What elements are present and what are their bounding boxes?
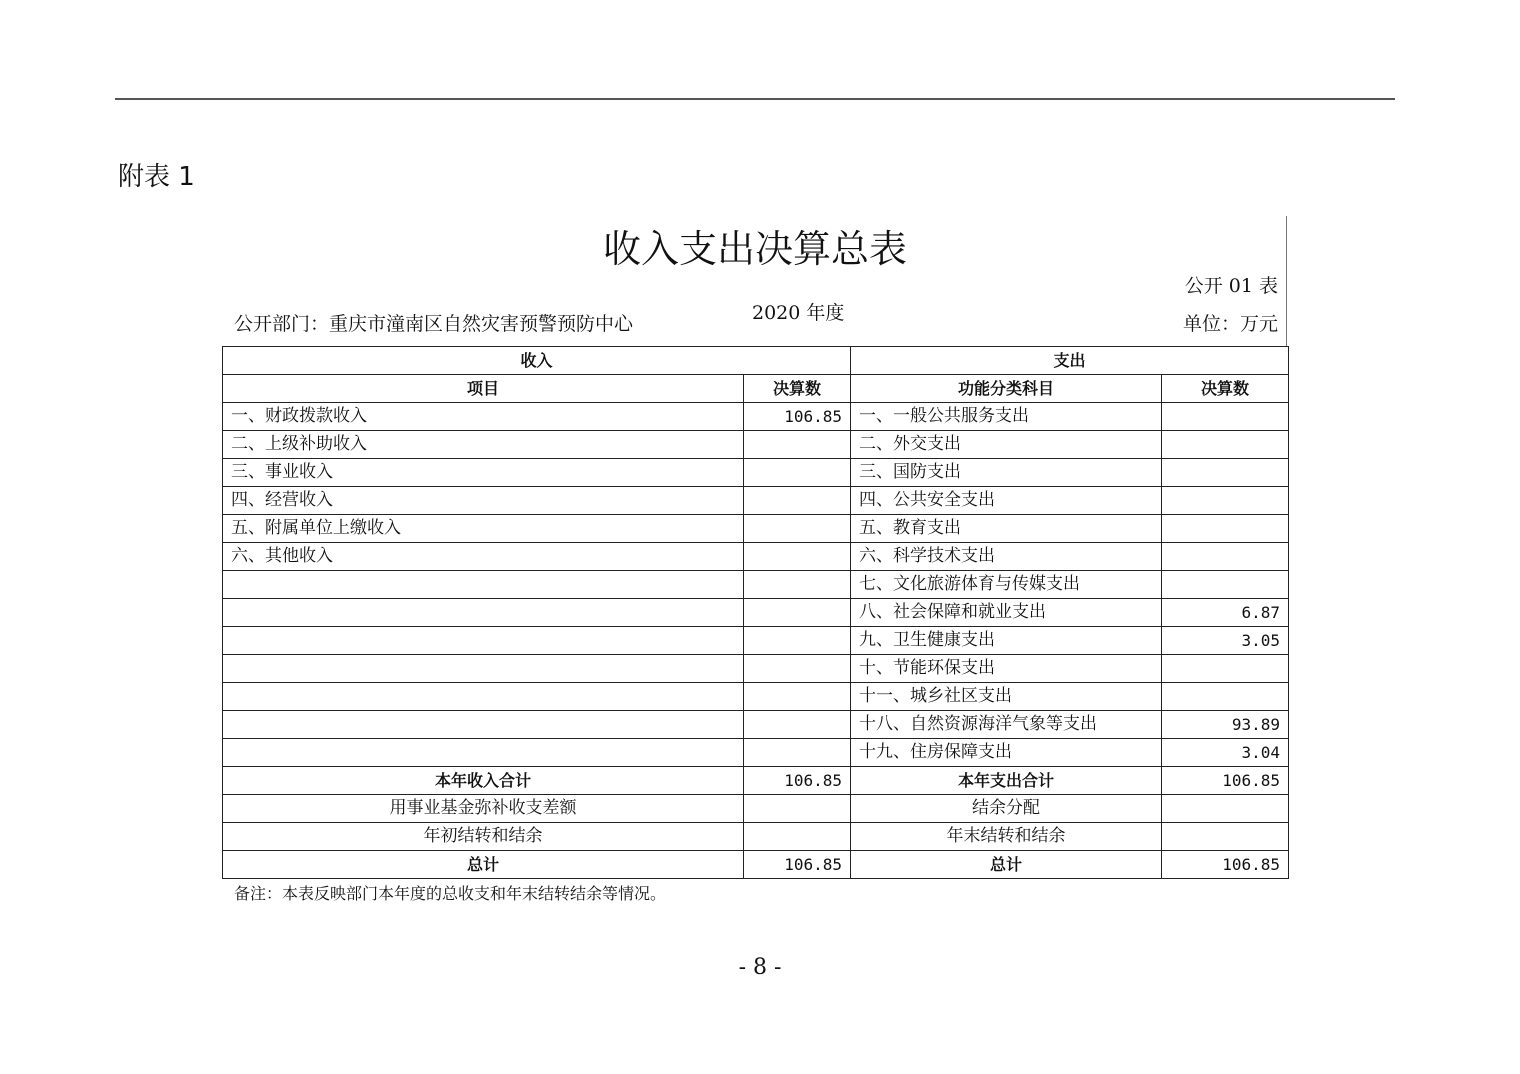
surplus-distribution-value	[1162, 795, 1289, 823]
income-amount	[744, 431, 851, 459]
grand-total-expense: 106.85	[1162, 851, 1289, 879]
expense-item: 二、外交支出	[851, 431, 1162, 459]
table-row	[223, 431, 1289, 459]
expense-item: 六、科学技术支出	[851, 543, 1162, 571]
expense-amount: 93.89	[1162, 711, 1289, 739]
department-label: 公开部门：重庆市潼南区自然灾害预警预防中心	[234, 313, 634, 335]
fund-gap-label: 用事业基金弥补收支差额	[223, 795, 744, 823]
income-amount: 106.85	[744, 403, 851, 431]
income-amount	[744, 683, 851, 711]
table-row	[223, 487, 1289, 515]
column-header-row	[223, 375, 1289, 403]
income-item	[223, 683, 744, 711]
income-amount	[744, 599, 851, 627]
expense-item: 四、公共安全支出	[851, 487, 1162, 515]
unit-label: 单位：万元	[1182, 313, 1278, 335]
income-item: 四、经营收入	[223, 487, 744, 515]
income-amount	[744, 571, 851, 599]
income-amount	[744, 711, 851, 739]
income-amount	[744, 543, 851, 571]
income-amount	[744, 627, 851, 655]
table-row	[223, 403, 1289, 431]
carryover-row	[223, 823, 1289, 851]
fund-gap-row	[223, 795, 1289, 823]
page-title: 收入支出决算总表	[602, 227, 907, 271]
income-item	[223, 599, 744, 627]
income-amount	[744, 487, 851, 515]
grand-total-expense-label: 总计	[851, 851, 1162, 879]
income-item	[223, 655, 744, 683]
expense-amount	[1162, 431, 1289, 459]
expense-item: 三、国防支出	[851, 459, 1162, 487]
budget-summary-table	[222, 346, 1289, 879]
grand-total-row	[223, 851, 1289, 879]
year-income-total: 106.85	[744, 767, 851, 795]
income-item: 五、附属单位上缴收入	[223, 515, 744, 543]
year-total-row	[223, 767, 1289, 795]
function-category-header: 功能分类科目	[851, 375, 1162, 403]
grand-total-income: 106.85	[744, 851, 851, 879]
expense-item: 八、社会保障和就业支出	[851, 599, 1162, 627]
income-item: 二、上级补助收入	[223, 431, 744, 459]
year-income-total-label: 本年收入合计	[223, 767, 744, 795]
surplus-distribution-label: 结余分配	[851, 795, 1162, 823]
expense-amount	[1162, 683, 1289, 711]
income-item	[223, 627, 744, 655]
expense-amount	[1162, 403, 1289, 431]
income-amount-header: 决算数	[744, 375, 851, 403]
expense-item: 十一、城乡社区支出	[851, 683, 1162, 711]
table-row	[223, 711, 1289, 739]
fiscal-year-label: 2020 年度	[752, 302, 845, 324]
page-number: - 8 -	[738, 955, 782, 980]
grand-total-income-label: 总计	[223, 851, 744, 879]
income-item: 一、财政拨款收入	[223, 403, 744, 431]
table-row	[223, 739, 1289, 767]
table-row	[223, 543, 1289, 571]
income-item	[223, 739, 744, 767]
attachment-label: 附表 1	[118, 162, 195, 192]
income-amount	[744, 739, 851, 767]
table-row	[223, 515, 1289, 543]
expense-amount	[1162, 515, 1289, 543]
end-carryover-value	[1162, 823, 1289, 851]
expense-amount	[1162, 655, 1289, 683]
income-item	[223, 571, 744, 599]
expense-item: 一、一般公共服务支出	[851, 403, 1162, 431]
expense-item: 九、卫生健康支出	[851, 627, 1162, 655]
table-row	[223, 627, 1289, 655]
expense-item: 十九、住房保障支出	[851, 739, 1162, 767]
fund-gap-value	[744, 795, 851, 823]
expense-amount	[1162, 543, 1289, 571]
begin-carryover-value	[744, 823, 851, 851]
table-row	[223, 683, 1289, 711]
begin-carryover-label: 年初结转和结余	[223, 823, 744, 851]
table-row	[223, 459, 1289, 487]
expense-item: 十八、自然资源海洋气象等支出	[851, 711, 1162, 739]
table-note: 备注：本表反映部门本年度的总收支和年末结转结余等情况。	[234, 884, 667, 903]
income-amount	[744, 515, 851, 543]
expense-amount-header: 决算数	[1162, 375, 1289, 403]
expense-amount	[1162, 571, 1289, 599]
year-expense-total-label: 本年支出合计	[851, 767, 1162, 795]
expense-amount: 3.05	[1162, 627, 1289, 655]
income-item	[223, 711, 744, 739]
income-item: 六、其他收入	[223, 543, 744, 571]
income-item-header: 项目	[223, 375, 744, 403]
income-amount	[744, 655, 851, 683]
income-section-header: 收入	[223, 347, 851, 375]
expense-section-header: 支出	[851, 347, 1289, 375]
year-expense-total: 106.85	[1162, 767, 1289, 795]
expense-item: 七、文化旅游体育与传媒支出	[851, 571, 1162, 599]
table-row	[223, 571, 1289, 599]
end-carryover-label: 年末结转和结余	[851, 823, 1162, 851]
table-row	[223, 655, 1289, 683]
expense-amount: 6.87	[1162, 599, 1289, 627]
section-header-row	[223, 347, 1289, 375]
expense-amount	[1162, 459, 1289, 487]
table-row	[223, 599, 1289, 627]
income-item: 三、事业收入	[223, 459, 744, 487]
income-amount	[744, 459, 851, 487]
expense-item: 五、教育支出	[851, 515, 1162, 543]
expense-item: 十、节能环保支出	[851, 655, 1162, 683]
expense-amount: 3.04	[1162, 739, 1289, 767]
expense-amount	[1162, 487, 1289, 515]
table-code: 公开 01 表	[1184, 275, 1278, 297]
header-rule	[115, 98, 1395, 100]
